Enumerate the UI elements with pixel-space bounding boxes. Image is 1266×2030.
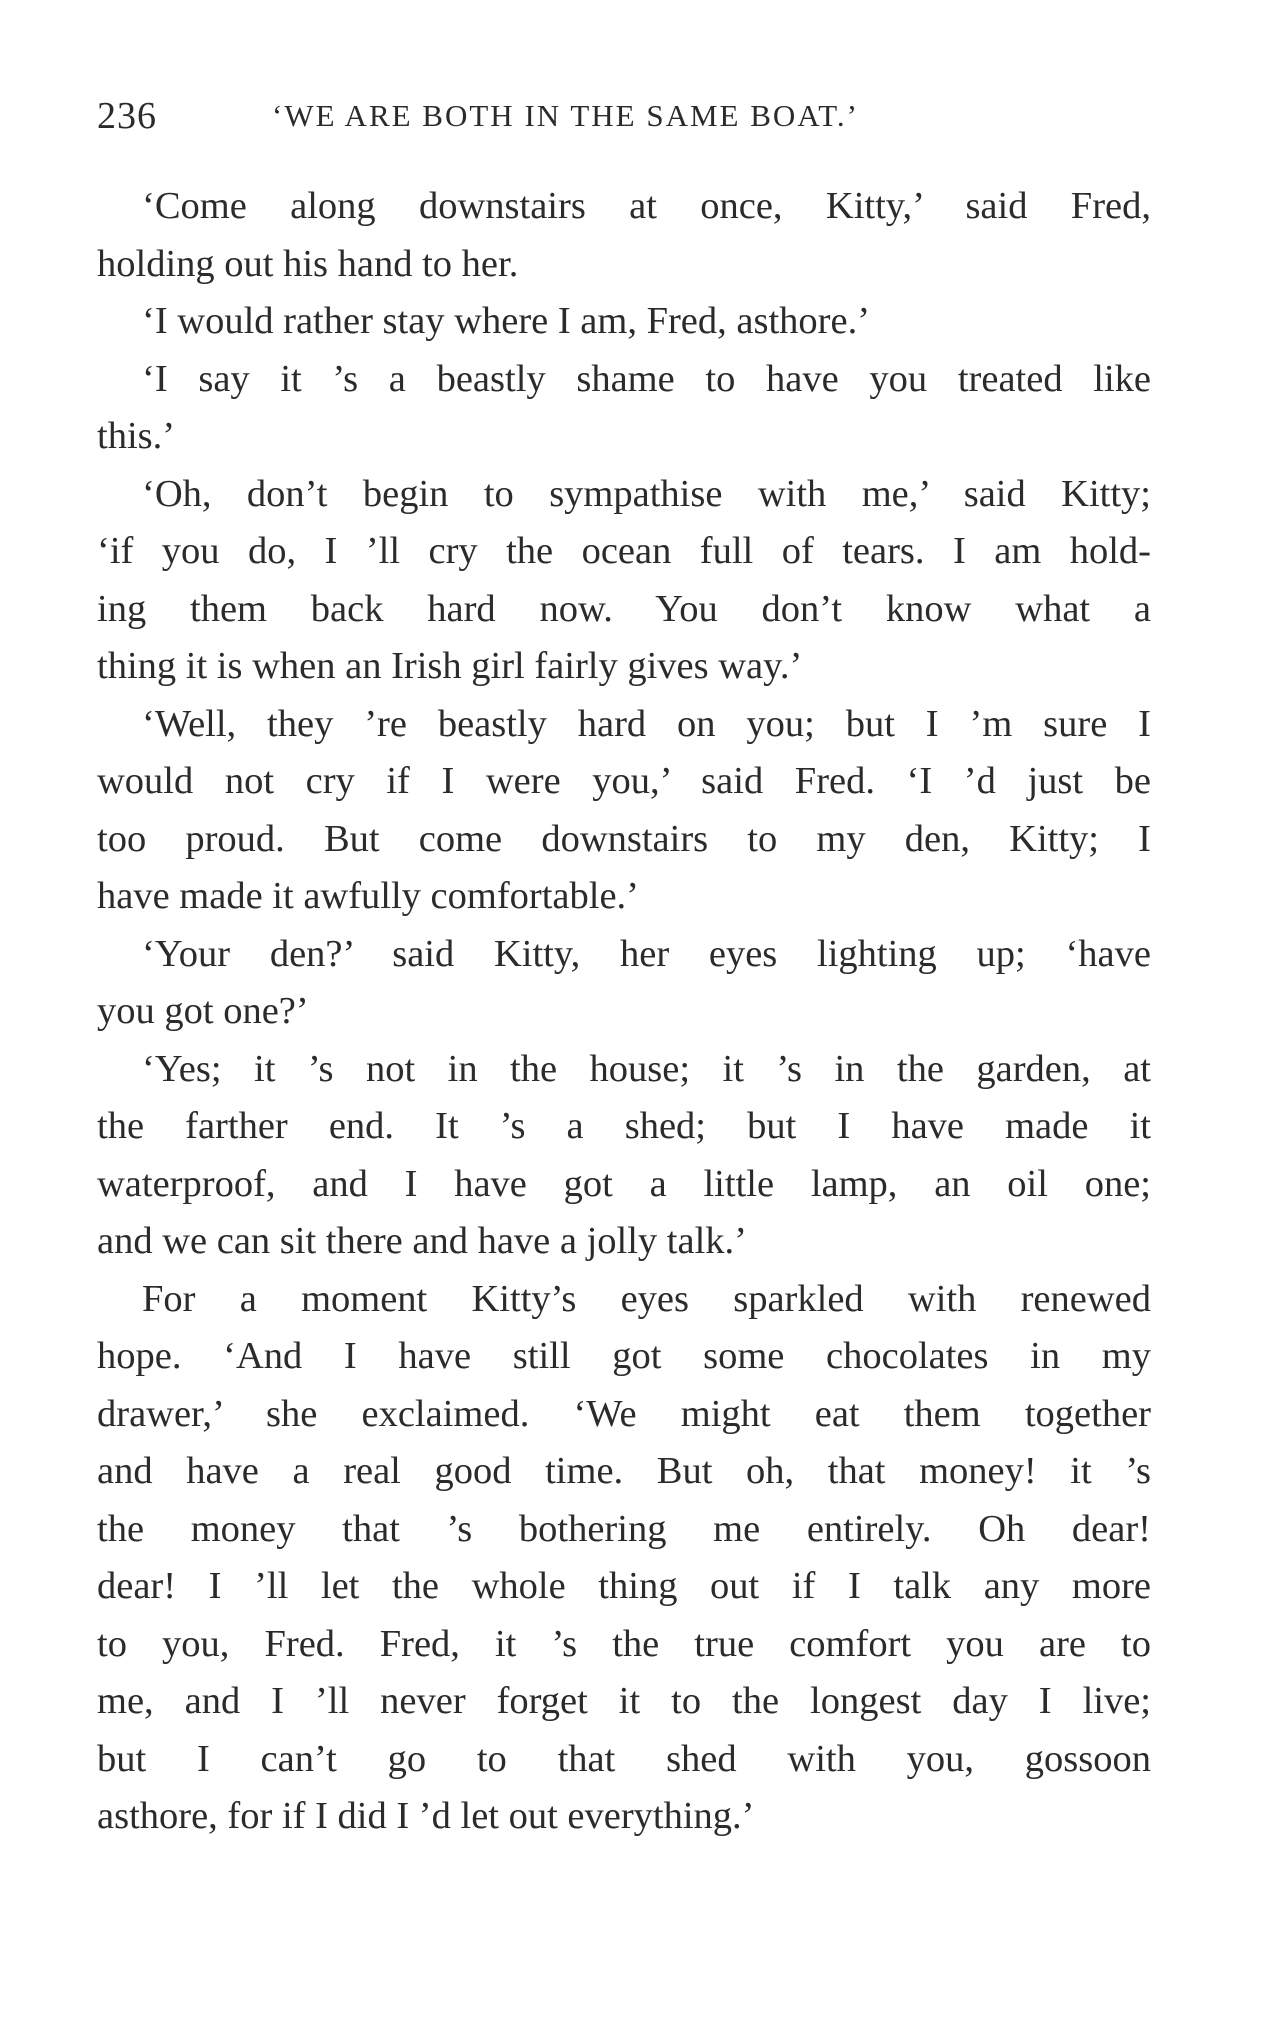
text-line: drawer,’ she exclaimed. ‘We might eat them together (97, 1392, 1151, 1435)
running-title: ‘WE ARE BOTH IN THE SAME BOAT.’ (272, 98, 859, 133)
page-number: 236 (97, 95, 157, 137)
text-line: ‘I say it ’s a beastly shame to have you treated like (142, 357, 1151, 400)
text-line: ‘Come along downstairs at once, Kitty,’ said Fred, (142, 185, 1151, 227)
text-line: me, and I ’ll never forget it to the longest day I live; (97, 1680, 1151, 1722)
text-line: to you, Fred. Fred, it ’s the true comfort you are to (97, 1622, 1151, 1665)
text-line: and have a real good time. But oh, that money! it ’s (97, 1450, 1151, 1492)
text-line: waterproof, and I have got a little lamp, an oil one; (97, 1162, 1151, 1205)
text-line: ‘Yes; it ’s not in the house; it ’s in the garden, at (142, 1047, 1151, 1090)
text-line: thing it is when an Irish girl fairly gives way.’ (97, 645, 803, 687)
body-text (97, 178, 1151, 1846)
text-line: but I can’t go to that shed with you, gossoon (97, 1737, 1151, 1780)
text-line: ing them back hard now. You don’t know what a (97, 587, 1151, 630)
text-line: the farther end. It ’s a shed; but I have made it (97, 1105, 1151, 1147)
text-line: dear! I ’ll let the whole thing out if I talk any more (97, 1565, 1151, 1607)
text-line: the money that ’s bothering me entirely. Oh dear! (97, 1507, 1151, 1550)
text-line: have made it awfully comfortable.’ (97, 875, 639, 917)
text-line: ‘Well, they ’re beastly hard on you; but I ’m sure I (142, 702, 1151, 745)
text-line: you got one?’ (97, 990, 309, 1032)
text-line: For a moment Kitty’s eyes sparkled with renewed (142, 1277, 1151, 1320)
running-head (97, 94, 1157, 144)
text-line: would not cry if I were you,’ said Fred. ‘I ’d just be (97, 760, 1151, 802)
text-line: asthore, for if I did I ’d let out everything.’ (97, 1795, 755, 1837)
text-line: ‘Your den?’ said Kitty, her eyes lighting up; ‘have (142, 932, 1151, 975)
text-line: hope. ‘And I have still got some chocolates in my (97, 1335, 1151, 1377)
text-line: ‘if you do, I ’ll cry the ocean full of tears. I am hold- (97, 530, 1151, 572)
text-line: and we can sit there and have a jolly talk.’ (97, 1220, 747, 1262)
text-line: this.’ (97, 415, 176, 457)
text-line: holding out his hand to her. (97, 242, 519, 285)
text-line: ‘I would rather stay where I am, Fred, asthore.’ (142, 300, 871, 342)
text-line: too proud. But come downstairs to my den, Kitty; I (97, 817, 1151, 860)
text-line: ‘Oh, don’t begin to sympathise with me,’ said Kitty; (142, 472, 1151, 515)
